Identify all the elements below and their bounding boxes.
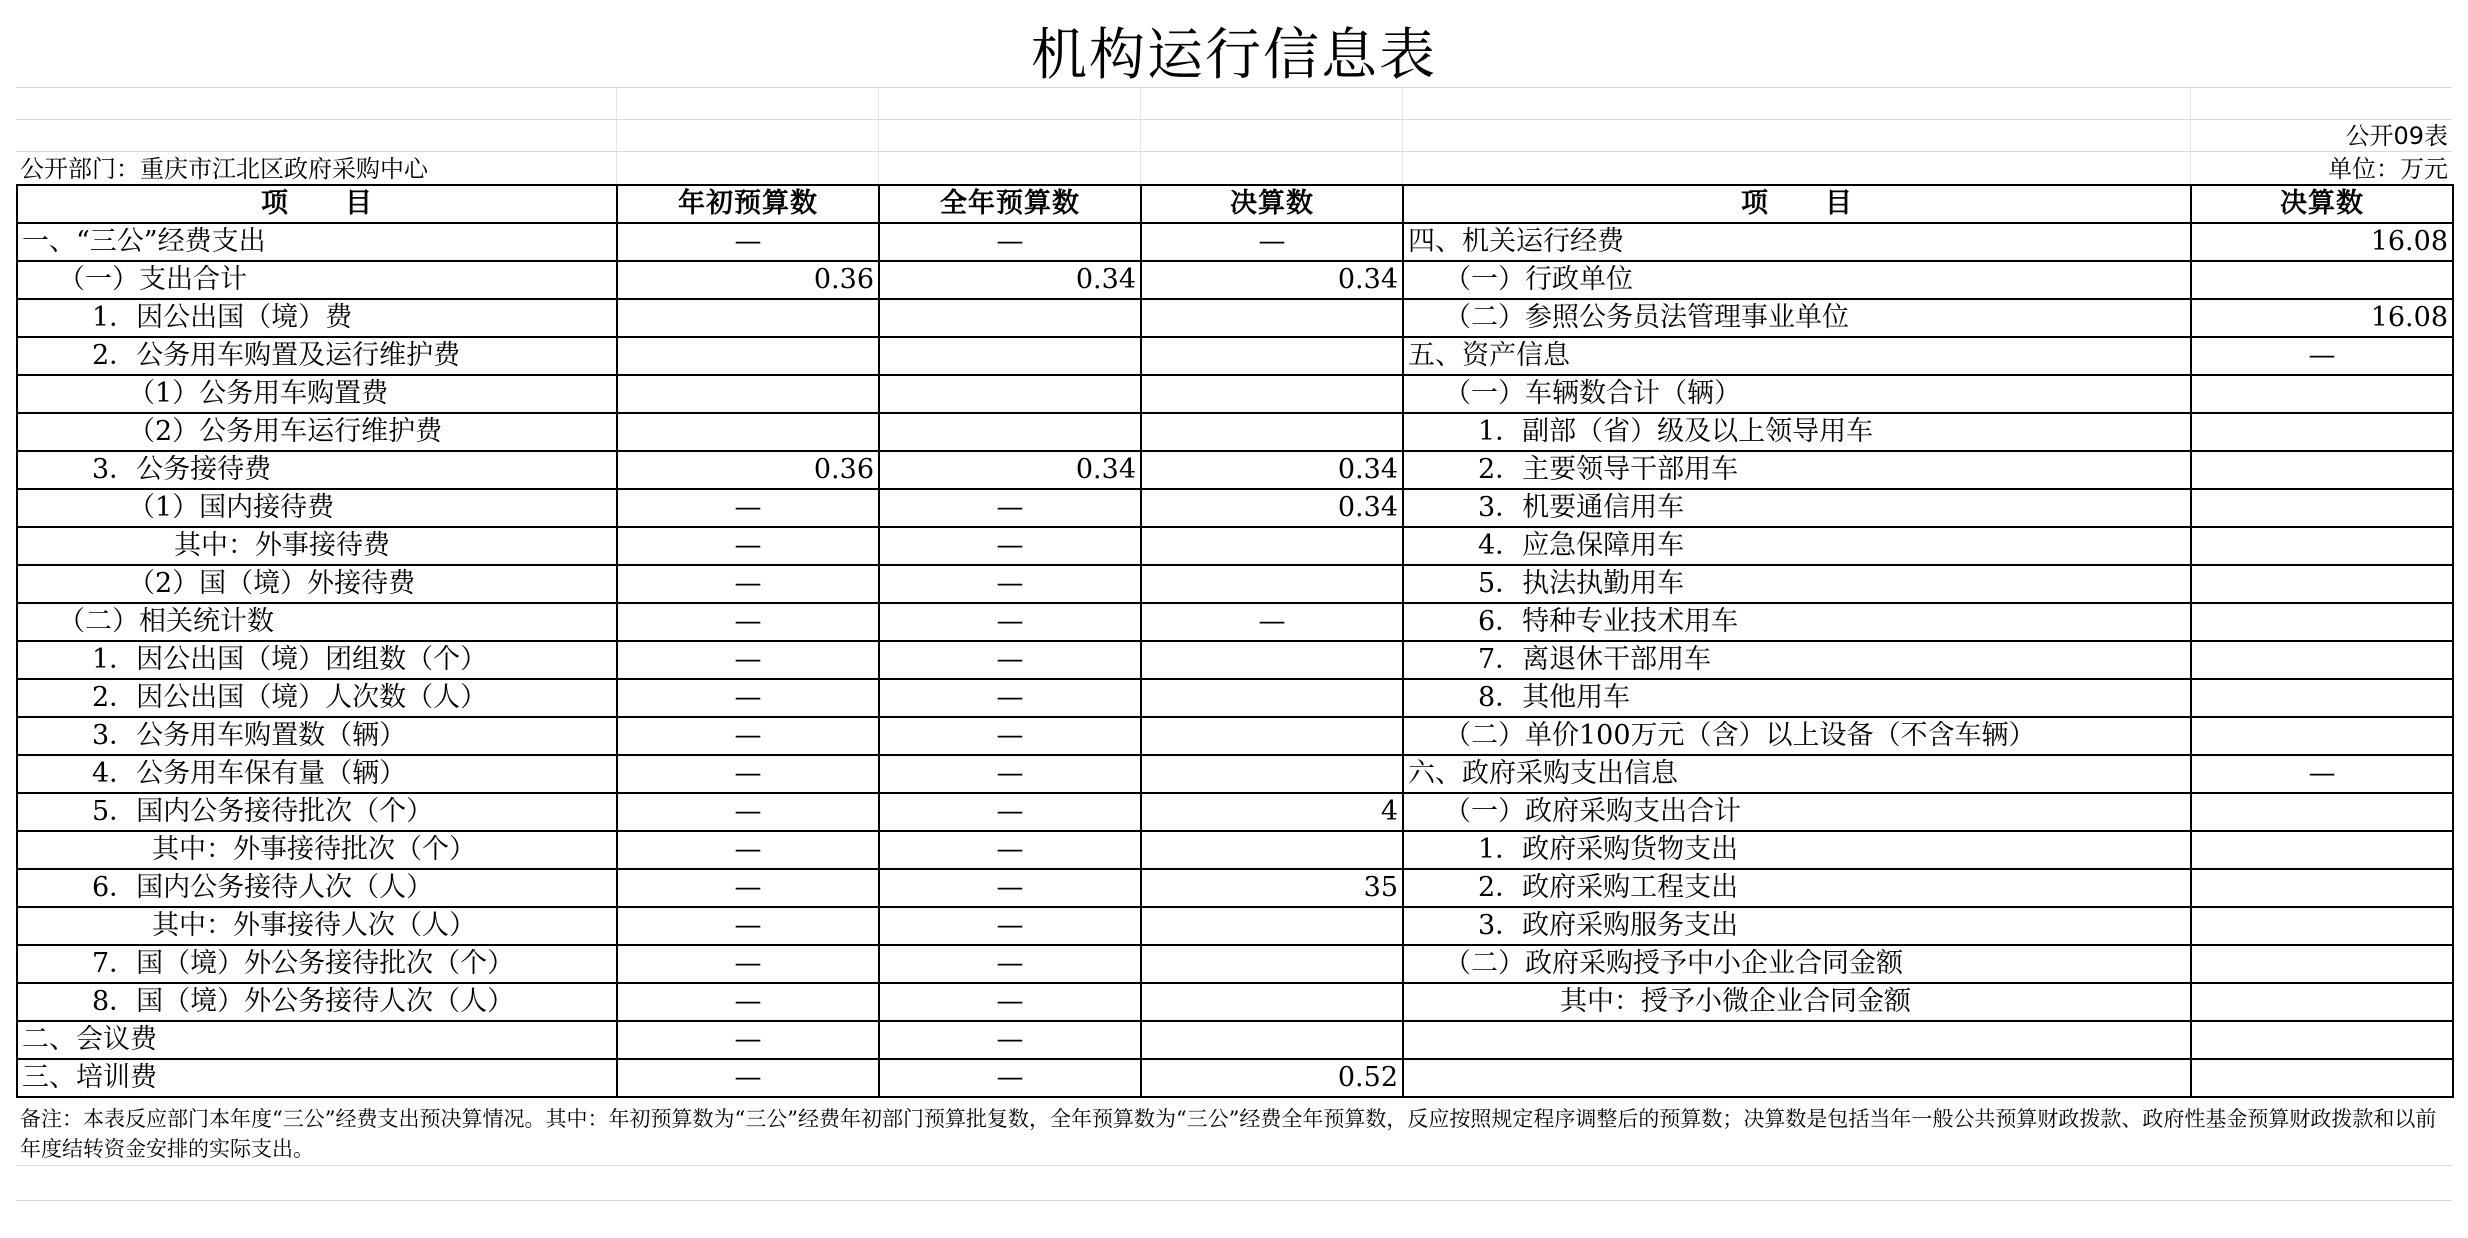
- right-final-account-cell: [2191, 527, 2453, 565]
- annual-budget-cell: —: [879, 565, 1141, 603]
- left-item-cell: 7．国（境）外公务接待批次（个）: [17, 945, 617, 983]
- right-item-cell: [1403, 1059, 2191, 1097]
- left-item-cell: 其中：外事接待人次（人）: [17, 907, 617, 945]
- right-final-account-cell: [2191, 375, 2453, 413]
- final-account-cell: [1141, 527, 1403, 565]
- initial-budget-cell: —: [617, 603, 879, 641]
- right-final-account-cell: [2191, 1021, 2453, 1059]
- annual-budget-cell: 0.34: [879, 261, 1141, 299]
- initial-budget-cell: —: [617, 907, 879, 945]
- right-final-account-cell: [2191, 413, 2453, 451]
- right-item-cell: 1．政府采购货物支出: [1403, 831, 2191, 869]
- final-account-cell: 0.52: [1141, 1059, 1403, 1097]
- right-item-cell: 2．政府采购工程支出: [1403, 869, 2191, 907]
- unit-label: 单位：万元: [2328, 155, 2448, 183]
- header-item-right: 项 目: [1403, 185, 2191, 223]
- right-final-account-cell: [2191, 641, 2453, 679]
- annual-budget-cell: —: [879, 831, 1141, 869]
- table-row: [17, 679, 2453, 717]
- left-item-cell: （1）国内接待费: [17, 489, 617, 527]
- left-item-cell: 3．公务用车购置数（辆）: [17, 717, 617, 755]
- table-row: [17, 223, 2453, 261]
- final-account-cell: [1141, 717, 1403, 755]
- left-item-cell: （1）公务用车购置费: [17, 375, 617, 413]
- table-row: [17, 945, 2453, 983]
- final-account-cell: 4: [1141, 793, 1403, 831]
- initial-budget-cell: —: [617, 679, 879, 717]
- initial-budget-cell: —: [617, 1059, 879, 1097]
- annual-budget-cell: [879, 299, 1141, 337]
- annual-budget-cell: —: [879, 717, 1141, 755]
- annual-budget-cell: —: [879, 223, 1141, 261]
- right-item-cell: 4．应急保障用车: [1403, 527, 2191, 565]
- right-final-account-cell: [2191, 831, 2453, 869]
- left-item-cell: （2）公务用车运行维护费: [17, 413, 617, 451]
- table-row: [17, 527, 2453, 565]
- annual-budget-cell: —: [879, 527, 1141, 565]
- final-account-cell: [1141, 375, 1403, 413]
- initial-budget-cell: —: [617, 983, 879, 1021]
- annual-budget-cell: —: [879, 641, 1141, 679]
- right-item-cell: （二）参照公务员法管理事业单位: [1403, 299, 2191, 337]
- table-row: [17, 793, 2453, 831]
- table-header-row: [17, 185, 2453, 223]
- annual-budget-cell: —: [879, 869, 1141, 907]
- table-row: [17, 983, 2453, 1021]
- right-final-account-cell: —: [2191, 755, 2453, 793]
- left-item-cell: 8．国（境）外公务接待人次（人）: [17, 983, 617, 1021]
- right-item-cell: 3．政府采购服务支出: [1403, 907, 2191, 945]
- initial-budget-cell: [617, 413, 879, 451]
- info-table: [16, 184, 2454, 1098]
- right-item-cell: （二）单价100万元（含）以上设备（不含车辆）: [1403, 717, 2191, 755]
- final-account-cell: [1141, 1021, 1403, 1059]
- final-account-cell: [1141, 679, 1403, 717]
- header-item-left: 项 目: [17, 185, 617, 223]
- left-item-cell: 6．国内公务接待人次（人）: [17, 869, 617, 907]
- header-final-account: 决算数: [1141, 185, 1403, 223]
- annual-budget-cell: —: [879, 489, 1141, 527]
- table-row: [17, 869, 2453, 907]
- final-account-cell: [1141, 945, 1403, 983]
- left-item-cell: 其中：外事接待批次（个）: [17, 831, 617, 869]
- report-sheet: [16, 16, 2452, 1201]
- left-item-cell: 三、培训费: [17, 1059, 617, 1097]
- initial-budget-cell: —: [617, 793, 879, 831]
- right-item-cell: 3．机要通信用车: [1403, 489, 2191, 527]
- right-final-account-cell: [2191, 793, 2453, 831]
- right-item-cell: （二）政府采购授予中小企业合同金额: [1403, 945, 2191, 983]
- annual-budget-cell: [879, 375, 1141, 413]
- left-item-cell: （2）国（境）外接待费: [17, 565, 617, 603]
- table-row: [17, 451, 2453, 489]
- table-row: [17, 831, 2453, 869]
- right-final-account-cell: 16.08: [2191, 223, 2453, 261]
- right-final-account-cell: —: [2191, 337, 2453, 375]
- right-item-cell: 五、资产信息: [1403, 337, 2191, 375]
- table-row: [17, 299, 2453, 337]
- right-item-cell: 5．执法执勤用车: [1403, 565, 2191, 603]
- header-final-account-right: 决算数: [2191, 185, 2453, 223]
- table-row: [17, 565, 2453, 603]
- final-account-cell: [1141, 299, 1403, 337]
- right-item-cell: 四、机关运行经费: [1403, 223, 2191, 261]
- blank-grid-row: [16, 88, 2452, 120]
- right-final-account-cell: [2191, 603, 2453, 641]
- left-item-cell: 一、“三公”经费支出: [17, 223, 617, 261]
- annual-budget-cell: —: [879, 1059, 1141, 1097]
- table-row: [17, 1059, 2453, 1097]
- left-item-cell: 其中：外事接待费: [17, 527, 617, 565]
- left-item-cell: 5．国内公务接待批次（个）: [17, 793, 617, 831]
- initial-budget-cell: —: [617, 831, 879, 869]
- initial-budget-cell: —: [617, 755, 879, 793]
- initial-budget-cell: [617, 375, 879, 413]
- table-row: [17, 375, 2453, 413]
- final-account-cell: 0.34: [1141, 489, 1403, 527]
- final-account-cell: [1141, 641, 1403, 679]
- annual-budget-cell: [879, 337, 1141, 375]
- right-final-account-cell: [2191, 907, 2453, 945]
- initial-budget-cell: —: [617, 565, 879, 603]
- table-row: [17, 261, 2453, 299]
- table-code: 公开09表: [2345, 122, 2448, 150]
- final-account-cell: 35: [1141, 869, 1403, 907]
- annual-budget-cell: —: [879, 679, 1141, 717]
- table-row: [17, 755, 2453, 793]
- annual-budget-cell: —: [879, 1021, 1141, 1059]
- table-row: [17, 717, 2453, 755]
- left-item-cell: 1．因公出国（境）团组数（个）: [17, 641, 617, 679]
- table-row: [17, 641, 2453, 679]
- table-code-row: [16, 120, 2452, 152]
- left-item-cell: 二、会议费: [17, 1021, 617, 1059]
- right-item-cell: （一）行政单位: [1403, 261, 2191, 299]
- right-final-account-cell: [2191, 1059, 2453, 1097]
- initial-budget-cell: —: [617, 641, 879, 679]
- initial-budget-cell: [617, 337, 879, 375]
- right-final-account-cell: [2191, 679, 2453, 717]
- final-account-cell: [1141, 831, 1403, 869]
- header-annual-budget: 全年预算数: [879, 185, 1141, 223]
- right-final-account-cell: [2191, 945, 2453, 983]
- right-item-cell: 六、政府采购支出信息: [1403, 755, 2191, 793]
- right-item-cell: [1403, 1021, 2191, 1059]
- left-item-cell: （一）支出合计: [17, 261, 617, 299]
- annual-budget-cell: [879, 413, 1141, 451]
- initial-budget-cell: —: [617, 1021, 879, 1059]
- annual-budget-cell: —: [879, 945, 1141, 983]
- annual-budget-cell: 0.34: [879, 451, 1141, 489]
- initial-budget-cell: —: [617, 945, 879, 983]
- initial-budget-cell: —: [617, 489, 879, 527]
- right-item-cell: 2．主要领导干部用车: [1403, 451, 2191, 489]
- table-row: [17, 1021, 2453, 1059]
- department-label: 公开部门：重庆市江北区政府采购中心: [20, 155, 428, 183]
- header-initial-budget: 年初预算数: [617, 185, 879, 223]
- department-row: [16, 152, 2452, 184]
- left-item-cell: 2．因公出国（境）人次数（人）: [17, 679, 617, 717]
- right-final-account-cell: [2191, 565, 2453, 603]
- initial-budget-cell: [617, 299, 879, 337]
- final-account-cell: [1141, 337, 1403, 375]
- blank-tail-row: [16, 1166, 2452, 1201]
- left-item-cell: 3．公务接待费: [17, 451, 617, 489]
- right-item-cell: （一）政府采购支出合计: [1403, 793, 2191, 831]
- left-item-cell: （二）相关统计数: [17, 603, 617, 641]
- table-row: [17, 337, 2453, 375]
- table-row: [17, 907, 2453, 945]
- final-account-cell: 0.34: [1141, 261, 1403, 299]
- right-item-cell: （一）车辆数合计（辆）: [1403, 375, 2191, 413]
- initial-budget-cell: 0.36: [617, 451, 879, 489]
- initial-budget-cell: —: [617, 869, 879, 907]
- final-account-cell: [1141, 907, 1403, 945]
- initial-budget-cell: —: [617, 223, 879, 261]
- left-item-cell: 4．公务用车保有量（辆）: [17, 755, 617, 793]
- right-final-account-cell: [2191, 717, 2453, 755]
- initial-budget-cell: —: [617, 717, 879, 755]
- left-item-cell: 1．因公出国（境）费: [17, 299, 617, 337]
- final-account-cell: —: [1141, 223, 1403, 261]
- page-title: 机构运行信息表: [16, 16, 2452, 88]
- right-final-account-cell: [2191, 451, 2453, 489]
- final-account-cell: [1141, 755, 1403, 793]
- left-item-cell: 2．公务用车购置及运行维护费: [17, 337, 617, 375]
- right-item-cell: 7．离退休干部用车: [1403, 641, 2191, 679]
- final-account-cell: 0.34: [1141, 451, 1403, 489]
- final-account-cell: [1141, 565, 1403, 603]
- right-item-cell: 6．特种专业技术用车: [1403, 603, 2191, 641]
- right-final-account-cell: [2191, 489, 2453, 527]
- final-account-cell: —: [1141, 603, 1403, 641]
- right-item-cell: 8．其他用车: [1403, 679, 2191, 717]
- right-final-account-cell: 16.08: [2191, 299, 2453, 337]
- annual-budget-cell: —: [879, 983, 1141, 1021]
- annual-budget-cell: —: [879, 793, 1141, 831]
- right-final-account-cell: [2191, 261, 2453, 299]
- final-account-cell: [1141, 413, 1403, 451]
- table-row: [17, 603, 2453, 641]
- annual-budget-cell: —: [879, 755, 1141, 793]
- final-account-cell: [1141, 983, 1403, 1021]
- annual-budget-cell: —: [879, 603, 1141, 641]
- annual-budget-cell: —: [879, 907, 1141, 945]
- table-row: [17, 489, 2453, 527]
- right-item-cell: 1．副部（省）级及以上领导用车: [1403, 413, 2191, 451]
- right-final-account-cell: [2191, 869, 2453, 907]
- table-row: [17, 413, 2453, 451]
- initial-budget-cell: 0.36: [617, 261, 879, 299]
- right-final-account-cell: [2191, 983, 2453, 1021]
- footnote: 备注：本表反应部门本年度“三公”经费支出预决算情况。其中：年初预算数为“三公”经费年初部门预算批复数，全年预算数为“三公”经费全年预算数，反应按照规定程序调整后的预算数；决算数是包括当年一般公共预算财政拨款、政府性基金预算财政拨款和以前年度结转资金安排的实际支出。: [16, 1098, 2452, 1166]
- initial-budget-cell: —: [617, 527, 879, 565]
- right-item-cell: 其中：授予小微企业合同金额: [1403, 983, 2191, 1021]
